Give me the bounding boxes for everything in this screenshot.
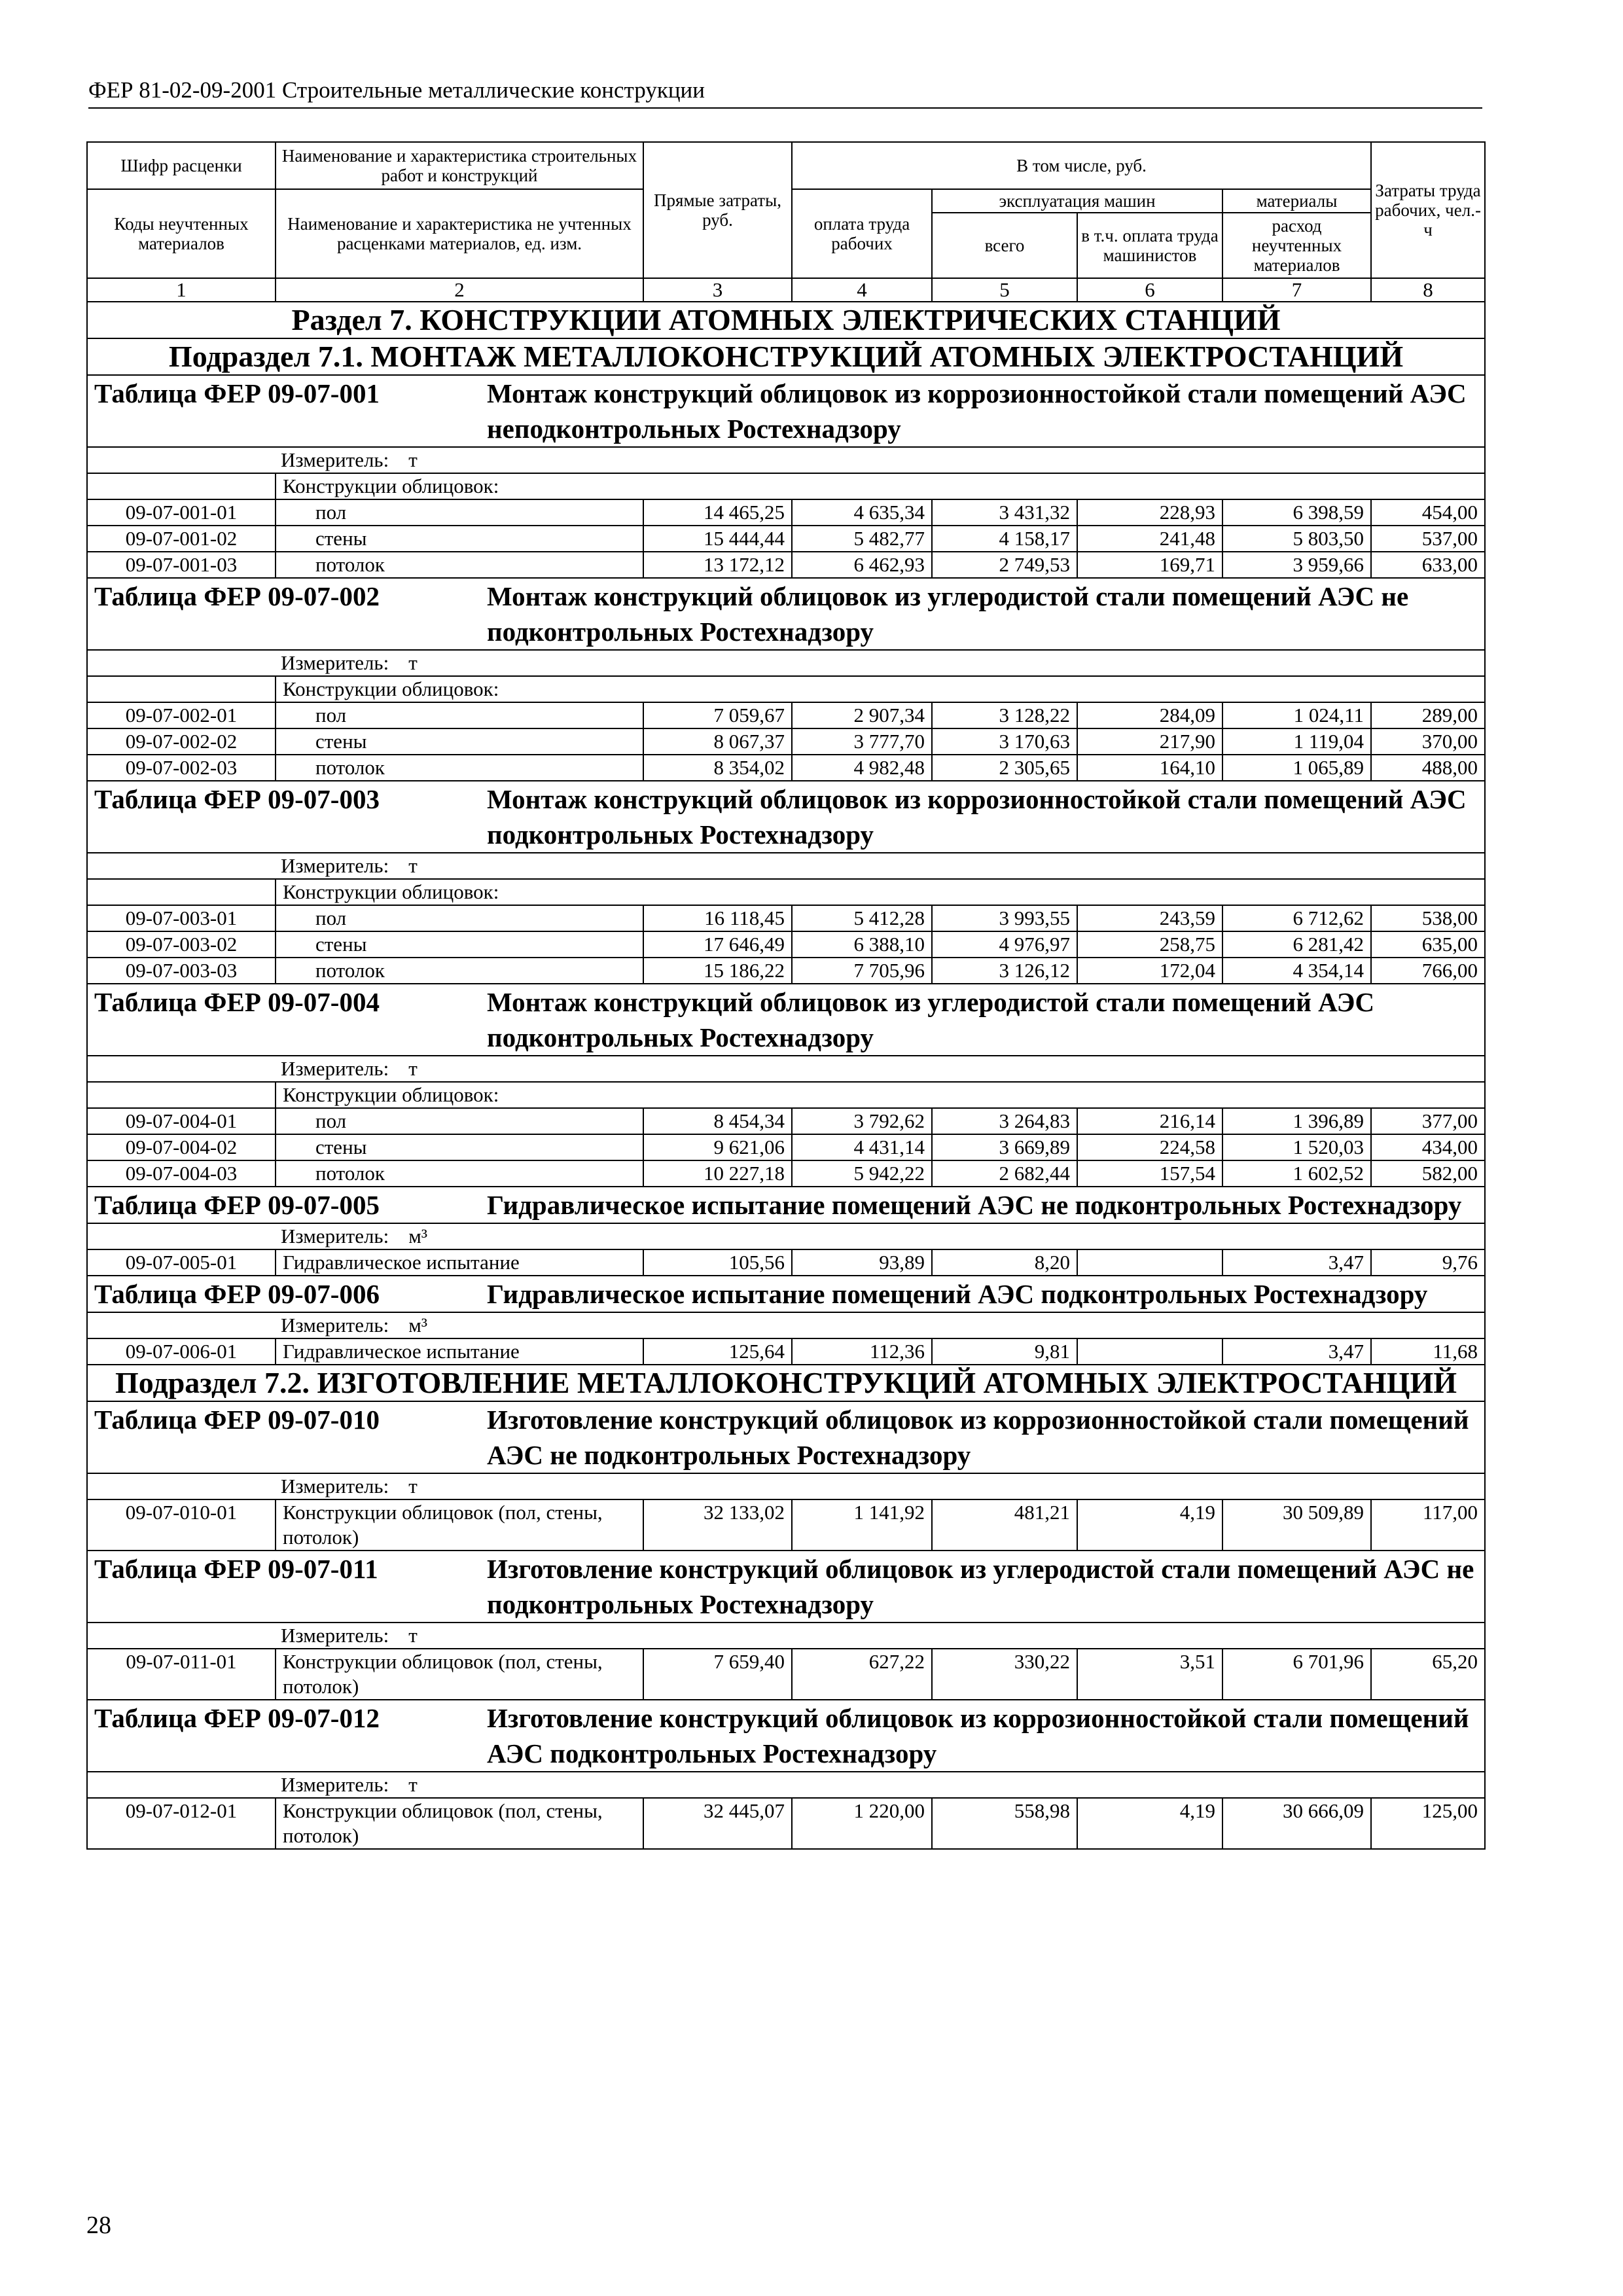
group-label: Конструкции облицовок: <box>276 473 1485 499</box>
table-cell: 216,14 <box>1077 1108 1222 1134</box>
measure-label: Измеритель: <box>281 448 389 471</box>
table-cell: 4 431,14 <box>792 1134 932 1160</box>
table-cell: 09-07-003-02 <box>87 931 276 958</box>
table-heading-row <box>87 781 1485 853</box>
group-row <box>87 473 1485 499</box>
table-cell: стены <box>276 1134 643 1160</box>
table-title: Гидравлическое испытание помещений АЭС подконтрольных Ростехнадзору <box>487 1279 1428 1309</box>
measure-unit: т <box>408 1057 418 1080</box>
measure-row <box>87 1223 1485 1249</box>
table-cell: 224,58 <box>1077 1134 1222 1160</box>
table-row <box>87 1649 1485 1700</box>
measure-label: Измеритель: <box>281 1225 389 1247</box>
group-row <box>87 1082 1485 1108</box>
table-cell: 09-07-003-03 <box>87 958 276 984</box>
table-row <box>87 1108 1485 1134</box>
col-materials-header: материалы <box>1222 189 1371 213</box>
table-cell: Конструкции облицовок (пол, стены, потолок) <box>276 1649 643 1700</box>
table-cell: 1 396,89 <box>1222 1108 1371 1134</box>
table-cell: 3,47 <box>1222 1338 1371 1365</box>
table-cell: 30 666,09 <box>1222 1798 1371 1849</box>
table-cell: 09-07-006-01 <box>87 1338 276 1365</box>
table-cell: 09-07-001-02 <box>87 526 276 552</box>
table-cell: 5 803,50 <box>1222 526 1371 552</box>
measure-unit: т <box>408 651 418 674</box>
table-row <box>87 1338 1485 1365</box>
table-cell: 15 444,44 <box>643 526 792 552</box>
measure-row <box>87 650 1485 676</box>
table-cell: 258,75 <box>1077 931 1222 958</box>
subsection-title: Подраздел 7.1. МОНТАЖ МЕТАЛЛОКОНСТРУКЦИЙ АТОМНЫХ ЭЛЕКТРОСТАНЦИЙ <box>87 338 1485 375</box>
page-number: 28 <box>86 2212 111 2239</box>
group-label: Конструкции облицовок: <box>276 879 1485 905</box>
table-cell: 5 482,77 <box>792 526 932 552</box>
table-number: Таблица ФЕР 09-07-003 <box>94 784 380 814</box>
table-row <box>87 1134 1485 1160</box>
table-number: Таблица ФЕР 09-07-005 <box>94 1190 380 1220</box>
table-cell: 125,00 <box>1371 1798 1485 1849</box>
table-title: Изготовление конструкций облицовок из углеродистой стали помещений АЭС не подконтрольных Ростехнадзору <box>487 1554 1474 1619</box>
measure-row <box>87 853 1485 879</box>
table-cell: 4 354,14 <box>1222 958 1371 984</box>
table-cell: 377,00 <box>1371 1108 1485 1134</box>
table-row <box>87 931 1485 958</box>
table-cell: 09-07-001-03 <box>87 552 276 578</box>
table-cell: 3 128,22 <box>932 702 1077 728</box>
table-number: Таблица ФЕР 09-07-010 <box>94 1405 380 1435</box>
table-cell: пол <box>276 702 643 728</box>
table-cell: 2 749,53 <box>932 552 1077 578</box>
measure-row <box>87 1312 1485 1338</box>
measure-row <box>87 1056 1485 1082</box>
table-cell: потолок <box>276 755 643 781</box>
table-cell: 4 158,17 <box>932 526 1077 552</box>
table-cell: 633,00 <box>1371 552 1485 578</box>
table-cell: 09-07-002-01 <box>87 702 276 728</box>
table-cell: 8 354,02 <box>643 755 792 781</box>
column-number: 1 <box>87 278 276 302</box>
group-label: Конструкции облицовок: <box>276 676 1485 702</box>
table-cell <box>1077 1249 1222 1276</box>
table-heading <box>87 984 1485 1056</box>
table-cell: 2 907,34 <box>792 702 932 728</box>
table-cell: 30 509,89 <box>1222 1499 1371 1551</box>
table-cell: Конструкции облицовок (пол, стены, потолок) <box>276 1499 643 1551</box>
table-cell: 3 170,63 <box>932 728 1077 755</box>
table-heading-row <box>87 1401 1485 1473</box>
measure-row <box>87 447 1485 473</box>
table-heading-row <box>87 1551 1485 1623</box>
measure-label: Измеритель: <box>281 1773 389 1796</box>
table-cell: 330,22 <box>932 1649 1077 1700</box>
table-cell: стены <box>276 728 643 755</box>
group-label: Конструкции облицовок: <box>276 1082 1485 1108</box>
table-heading-row <box>87 1700 1485 1772</box>
table-row <box>87 755 1485 781</box>
table-cell: 289,00 <box>1371 702 1485 728</box>
table-cell: 93,89 <box>792 1249 932 1276</box>
measure-unit: т <box>408 1475 418 1498</box>
table-cell: 7 059,67 <box>643 702 792 728</box>
table-cell: 635,00 <box>1371 931 1485 958</box>
page-header: ФЕР 81-02-09-2001 Строительные металлические конструкции <box>88 77 1482 109</box>
table-cell: 13 172,12 <box>643 552 792 578</box>
table-cell: 6 701,96 <box>1222 1649 1371 1700</box>
col-operators-wage-header: в т.ч. оплата труда машинистов <box>1077 213 1222 278</box>
table-cell: 11,68 <box>1371 1338 1485 1365</box>
table-heading <box>87 375 1485 447</box>
table-cell: 65,20 <box>1371 1649 1485 1700</box>
table-cell: 5 942,22 <box>792 1160 932 1187</box>
table-number: Таблица ФЕР 09-07-012 <box>94 1703 380 1733</box>
measure-row <box>87 1473 1485 1499</box>
rates-table <box>86 141 1486 1850</box>
table-cell: 241,48 <box>1077 526 1222 552</box>
table-cell: 6 462,93 <box>792 552 932 578</box>
table-heading-row <box>87 375 1485 447</box>
table-row <box>87 958 1485 984</box>
table-cell: 3 431,32 <box>932 499 1077 526</box>
group-row <box>87 676 1485 702</box>
table-cell: 3,47 <box>1222 1249 1371 1276</box>
table-cell <box>1077 1338 1222 1365</box>
table-cell: 3 126,12 <box>932 958 1077 984</box>
table-cell: 09-07-002-03 <box>87 755 276 781</box>
table-cell: 15 186,22 <box>643 958 792 984</box>
column-number: 6 <box>1077 278 1222 302</box>
table-cell: 243,59 <box>1077 905 1222 931</box>
table-cell: 164,10 <box>1077 755 1222 781</box>
table-row <box>87 1160 1485 1187</box>
table-cell: 1 065,89 <box>1222 755 1371 781</box>
measure-label: Измеритель: <box>281 1057 389 1080</box>
table-cell: 2 305,65 <box>932 755 1077 781</box>
col-shifr-header: Шифр расценки <box>87 142 276 189</box>
measure-label: Измеритель: <box>281 1314 389 1336</box>
column-number: 3 <box>643 278 792 302</box>
table-cell: 370,00 <box>1371 728 1485 755</box>
table-heading <box>87 1276 1485 1312</box>
table-cell: потолок <box>276 1160 643 1187</box>
table-cell: 6 281,42 <box>1222 931 1371 958</box>
section-title: Раздел 7. КОНСТРУКЦИИ АТОМНЫХ ЭЛЕКТРИЧЕСКИХ СТАНЦИЙ <box>87 302 1485 338</box>
table-heading <box>87 1187 1485 1223</box>
table-cell: Гидравлическое испытание <box>276 1249 643 1276</box>
table-cell: 4 976,97 <box>932 931 1077 958</box>
column-numbers-row <box>87 278 1485 302</box>
measure-unit: т <box>408 854 418 877</box>
table-row <box>87 1499 1485 1551</box>
table-heading <box>87 1401 1485 1473</box>
subsection-title: Подраздел 7.2. ИЗГОТОВЛЕНИЕ МЕТАЛЛОКОНСТРУКЦИЙ АТОМНЫХ ЭЛЕКТРОСТАНЦИЙ <box>87 1365 1485 1401</box>
table-number: Таблица ФЕР 09-07-001 <box>94 378 380 408</box>
column-number: 5 <box>932 278 1077 302</box>
table-cell: 434,00 <box>1371 1134 1485 1160</box>
table-cell: 112,36 <box>792 1338 932 1365</box>
table-number: Таблица ФЕР 09-07-004 <box>94 987 380 1017</box>
measure-unit: м³ <box>408 1314 428 1336</box>
table-row <box>87 1798 1485 1849</box>
table-title: Изготовление конструкций облицовок из коррозионностойкой стали помещений АЭС не подконтрольных Ростехнадзору <box>487 1405 1469 1470</box>
table-cell: 1 220,00 <box>792 1798 932 1849</box>
table-row <box>87 526 1485 552</box>
col-unaccounted-header: расход неучтенных материалов <box>1222 213 1371 278</box>
table-cell: 105,56 <box>643 1249 792 1276</box>
table-cell: стены <box>276 526 643 552</box>
table-heading <box>87 1551 1485 1623</box>
table-cell: 09-07-004-02 <box>87 1134 276 1160</box>
table-row <box>87 1249 1485 1276</box>
col-codes-header: Коды неучтенных материалов <box>87 189 276 278</box>
table-number: Таблица ФЕР 09-07-011 <box>94 1554 378 1584</box>
table-cell: 14 465,25 <box>643 499 792 526</box>
table-title: Монтаж конструкций облицовок из коррозионностойкой стали помещений АЭС подконтрольных Ростехнадзору <box>487 784 1467 850</box>
table-cell: 169,71 <box>1077 552 1222 578</box>
table-cell: 9,76 <box>1371 1249 1485 1276</box>
table-cell: 5 412,28 <box>792 905 932 931</box>
table-cell: 9 621,06 <box>643 1134 792 1160</box>
column-number: 7 <box>1222 278 1371 302</box>
table-cell: 09-07-003-01 <box>87 905 276 931</box>
table-cell: 09-07-011-01 <box>87 1649 276 1700</box>
table-cell: Гидравлическое испытание <box>276 1338 643 1365</box>
table-cell: 1 602,52 <box>1222 1160 1371 1187</box>
col-works-header: Наименование и характеристика строительных работ и конструкций <box>276 142 643 189</box>
table-cell: 627,22 <box>792 1649 932 1700</box>
table-cell: 4 635,34 <box>792 499 932 526</box>
measure-row <box>87 1623 1485 1649</box>
table-cell: 3 959,66 <box>1222 552 1371 578</box>
table-cell: 766,00 <box>1371 958 1485 984</box>
col-direct-costs-header: Прямые затраты, руб. <box>643 142 792 278</box>
table-cell: 9,81 <box>932 1338 1077 1365</box>
table-cell: Конструкции облицовок (пол, стены, потолок) <box>276 1798 643 1849</box>
column-number: 8 <box>1371 278 1485 302</box>
measure-label: Измеритель: <box>281 854 389 877</box>
measure-unit: м³ <box>408 1225 428 1247</box>
measure-row <box>87 1772 1485 1798</box>
table-cell: потолок <box>276 552 643 578</box>
group-row <box>87 879 1485 905</box>
table-title: Монтаж конструкций облицовок из углеродистой стали помещений АЭС не подконтрольных Ростехнадзору <box>487 581 1409 647</box>
table-cell: 32 445,07 <box>643 1798 792 1849</box>
table-title: Гидравлическое испытание помещений АЭС не подконтрольных Ростехнадзору <box>487 1190 1462 1220</box>
table-cell: 09-07-010-01 <box>87 1499 276 1551</box>
column-number: 2 <box>276 278 643 302</box>
table-cell: 6 388,10 <box>792 931 932 958</box>
table-cell: 125,64 <box>643 1338 792 1365</box>
table-heading-row <box>87 1187 1485 1223</box>
measure-unit: т <box>408 1624 418 1647</box>
table-cell: 7 659,40 <box>643 1649 792 1700</box>
table-cell: 228,93 <box>1077 499 1222 526</box>
column-number: 4 <box>792 278 932 302</box>
table-cell: 8,20 <box>932 1249 1077 1276</box>
table-cell: 8 454,34 <box>643 1108 792 1134</box>
col-including-header: В том числе, руб. <box>792 142 1371 189</box>
table-cell: 8 067,37 <box>643 728 792 755</box>
table-cell: 2 682,44 <box>932 1160 1077 1187</box>
col-machines-header: эксплуатация машин <box>932 189 1222 213</box>
table-cell: 32 133,02 <box>643 1499 792 1551</box>
table-cell: 117,00 <box>1371 1499 1485 1551</box>
table-cell: 538,00 <box>1371 905 1485 931</box>
table-cell: пол <box>276 499 643 526</box>
table-cell: 10 227,18 <box>643 1160 792 1187</box>
table-cell: 4,19 <box>1077 1499 1222 1551</box>
table-cell: 558,98 <box>932 1798 1077 1849</box>
table-cell: 217,90 <box>1077 728 1222 755</box>
col-labor-header: Затраты труда рабочих, чел.-ч <box>1371 142 1485 278</box>
measure-label: Измеритель: <box>281 1624 389 1647</box>
table-cell: 3,51 <box>1077 1649 1222 1700</box>
table-cell: 3 777,70 <box>792 728 932 755</box>
measure-unit: т <box>408 1773 418 1796</box>
table-cell: 09-07-005-01 <box>87 1249 276 1276</box>
table-cell: 3 669,89 <box>932 1134 1077 1160</box>
table-title: Монтаж конструкций облицовок из коррозионностойкой стали помещений АЭС неподконтрольных Ростехнадзору <box>487 378 1467 444</box>
table-cell: 6 398,59 <box>1222 499 1371 526</box>
table-cell: 1 141,92 <box>792 1499 932 1551</box>
table-cell: пол <box>276 1108 643 1134</box>
col-materials-name-header: Наименование и характеристика не учтенных расценками материалов, ед. изм. <box>276 189 643 278</box>
table-cell: 284,09 <box>1077 702 1222 728</box>
table-cell: 1 119,04 <box>1222 728 1371 755</box>
table-cell: 4,19 <box>1077 1798 1222 1849</box>
table-heading-row <box>87 984 1485 1056</box>
table-cell: пол <box>276 905 643 931</box>
table-cell: 3 792,62 <box>792 1108 932 1134</box>
table-cell: 09-07-004-01 <box>87 1108 276 1134</box>
table-heading <box>87 1700 1485 1772</box>
table-cell: 4 982,48 <box>792 755 932 781</box>
table-heading <box>87 578 1485 650</box>
table-cell: 09-07-012-01 <box>87 1798 276 1849</box>
table-cell: потолок <box>276 958 643 984</box>
table-cell: 481,21 <box>932 1499 1077 1551</box>
table-cell: 16 118,45 <box>643 905 792 931</box>
table-row <box>87 728 1485 755</box>
table-cell: 582,00 <box>1371 1160 1485 1187</box>
table-cell: 454,00 <box>1371 499 1485 526</box>
table-heading <box>87 781 1485 853</box>
table-cell: 172,04 <box>1077 958 1222 984</box>
table-heading-row <box>87 578 1485 650</box>
table-cell: 3 264,83 <box>932 1108 1077 1134</box>
table-number: Таблица ФЕР 09-07-002 <box>94 581 380 611</box>
table-cell: 6 712,62 <box>1222 905 1371 931</box>
measure-label: Измеритель: <box>281 1475 389 1498</box>
col-wage-header: оплата труда рабочих <box>792 189 932 278</box>
table-row <box>87 552 1485 578</box>
table-cell: 09-07-002-02 <box>87 728 276 755</box>
table-cell: 488,00 <box>1371 755 1485 781</box>
table-cell: 09-07-004-03 <box>87 1160 276 1187</box>
table-title: Монтаж конструкций облицовок из углеродистой стали помещений АЭС подконтрольных Ростехнадзору <box>487 987 1375 1052</box>
table-cell: 1 520,03 <box>1222 1134 1371 1160</box>
table-cell: 1 024,11 <box>1222 702 1371 728</box>
table-cell: стены <box>276 931 643 958</box>
table-cell: 09-07-001-01 <box>87 499 276 526</box>
table-cell: 3 993,55 <box>932 905 1077 931</box>
measure-unit: т <box>408 448 418 471</box>
table-title: Изготовление конструкций облицовок из коррозионностойкой стали помещений АЭС подконтрольных Ростехнадзору <box>487 1703 1469 1768</box>
table-cell: 17 646,49 <box>643 931 792 958</box>
table-heading-row <box>87 1276 1485 1312</box>
table-cell: 537,00 <box>1371 526 1485 552</box>
table-cell: 7 705,96 <box>792 958 932 984</box>
table-row <box>87 702 1485 728</box>
col-total-header: всего <box>932 213 1077 278</box>
table-row <box>87 905 1485 931</box>
table-row <box>87 499 1485 526</box>
table-cell: 157,54 <box>1077 1160 1222 1187</box>
table-number: Таблица ФЕР 09-07-006 <box>94 1279 380 1309</box>
measure-label: Измеритель: <box>281 651 389 674</box>
